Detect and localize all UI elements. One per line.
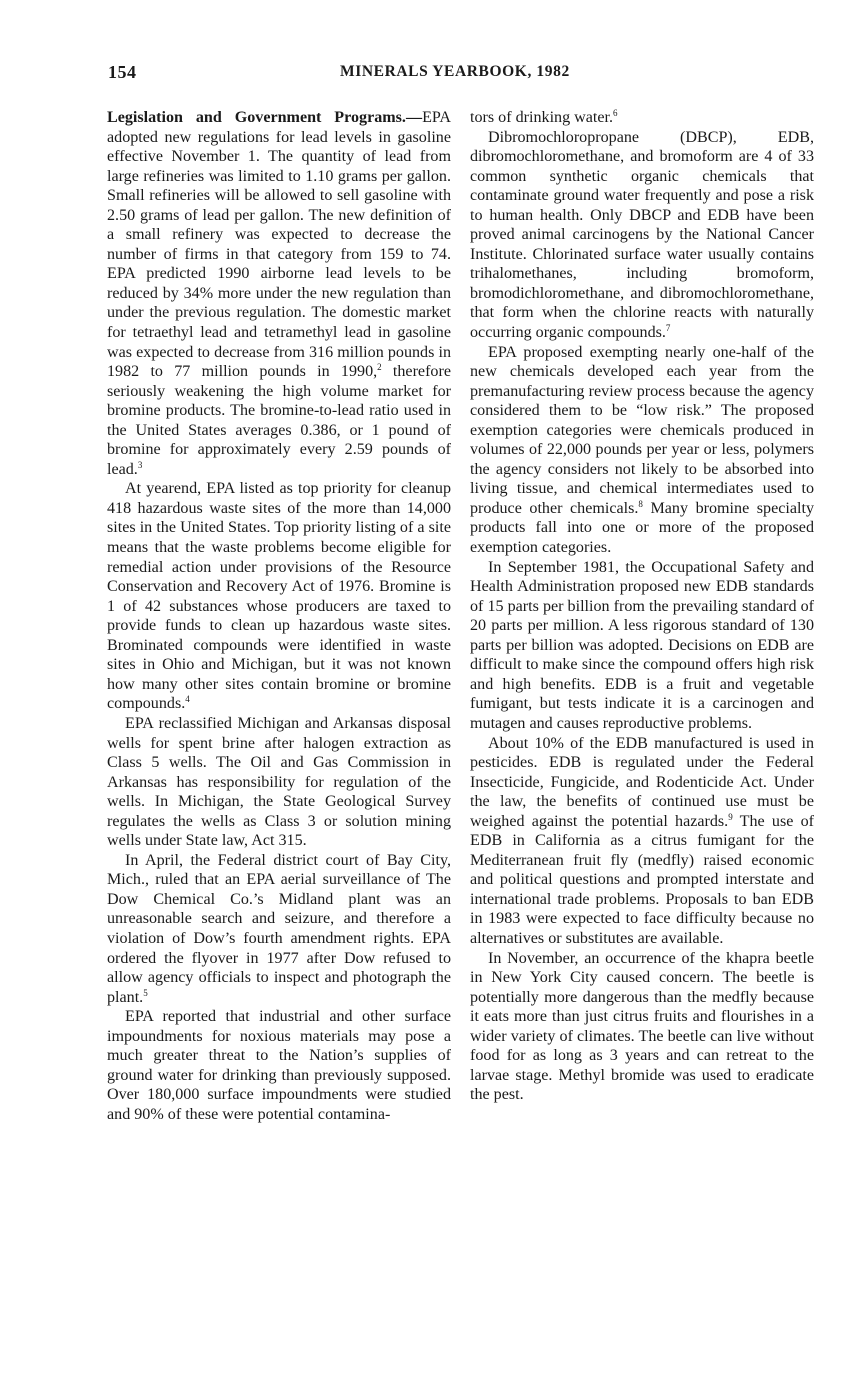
- paragraph-legislation: [107, 108, 451, 479]
- paragraph-text: tors of drinking water.: [470, 109, 614, 126]
- section-runin-heading: Legislation and Government Programs.—: [107, 109, 423, 126]
- footnote-ref: 8: [638, 498, 643, 509]
- footnote-ref: 5: [143, 987, 148, 998]
- left-column: [107, 108, 451, 1124]
- paragraph-text: EPA proposed exempting nearly one-half of the new chemicals developed each year from the premanufacturing review process because the agency considered them to be “low risk.” The proposed exemption categories were chemicals produced in volumes of 22,000 pounds per year or less, polymers the agency considers not likely to be absorbed into living tissue, and chemical intermediates used to produce other chemicals.: [470, 343, 814, 517]
- paragraph-text: EPA reclassified Michigan and Arkansas disposal wells for spent brine after halogen extraction as Class 5 wells. The Oil and Gas Commission in Arkansas has responsibility for regulation of the wells. In Michigan, the State Geological Survey regulates the wells as Class 3 or solution mining wells under State law, Act 315.: [107, 714, 451, 850]
- footnote-ref: 3: [137, 459, 143, 470]
- paragraph-dow: [107, 851, 451, 1007]
- paragraph-text: About 10% of the EDB manufactured is used in pesticides. EDB is regulated under the Federal Insecticide, Fungicide, and Rodenticide Act. Under the law, the benefits of continued use must be weighed against the potential hazards.: [470, 734, 814, 830]
- footnote-ref: 9: [728, 811, 733, 822]
- footnote-ref: 7: [665, 323, 671, 334]
- footnote-ref: 2: [377, 362, 382, 373]
- paragraph-text: The use of EDB in California as a citrus fumigant for the Mediterranean fruit fly (medfly) raised economic and political questions and prompted interstate and international trade problems. Proposals to ban EDB in 1983 were expected to face difficulty because no alternatives or substitutes are available.: [470, 812, 814, 947]
- footnote-ref: 4: [185, 694, 190, 705]
- paragraph-khapra: [470, 949, 814, 1105]
- right-column: [470, 108, 814, 1105]
- paragraph-text: Many bromine specialty products fall into one or more of the proposed exemption categories.: [470, 499, 814, 557]
- paragraph-dbcp: [470, 128, 814, 343]
- paragraph-exemption: [470, 343, 814, 558]
- footnote-ref: 6: [613, 108, 618, 118]
- paragraph-text: therefore seriously weakening the high volume market for bromine products. The bromine-to-lead ratio used in the United States averages 0.386, or 1 pound of bromine for approximately every 2.59 pounds of lead.: [107, 363, 451, 478]
- paragraph-text: Dibromochloropropane (DBCP), EDB, dibromochloromethane, and bromoform are 4 of 33 common synthetic organic chemicals that contaminate ground water frequently and pose a risk to human health. Only DBCP and EDB have been proved animal carcinogens by the National Cancer Institute. Chlorinated surface water usually contains trihalomethanes, including bromoform, bromodichloromethane, and dibromochloromethane, that form when the chlorine reacts with naturally occurring organic compounds.: [470, 128, 814, 342]
- paragraph-yearend: [107, 479, 451, 714]
- paragraph-continued: [470, 108, 814, 128]
- paragraph-pesticides: [470, 734, 814, 949]
- paragraph-text: In April, the Federal district court of Bay City, Mich., ruled that an EPA aerial surveillance of The Dow Chemical Co.’s Midland plant was an unreasonable search and seizure, and therefore a violation of Dow’s fourth amendment rights. EPA ordered the flyover in 1977 after Dow refused to allow agency officials to inspect and photograph the plant.: [107, 851, 451, 1006]
- paragraph-text: In November, an occurrence of the khapra beetle in New York City caused concern. The beetle is potentially more dangerous than the medfly because it eats more than just citrus fruits and flourishes in a wider variety of climates. The beetle can live without food for as long as 3 years and can retreat to the larvae stage. Methyl bromide was used to eradicate the pest.: [470, 949, 814, 1104]
- paragraph-text: EPA reported that industrial and other surface impoundments for noxious materials may pose a much greater threat to the Nation’s supplies of ground water for drinking than previously supposed. Over 180,000 surface impoundments were studied and 90% of these were potential contamina-: [107, 1008, 451, 1123]
- paragraph-impoundments: [107, 1007, 451, 1124]
- paragraph-text: In September 1981, the Occupational Safety and Health Administration proposed new EDB standards of 15 parts per billion from the prevailing standard of 20 parts per million. A less rigorous standard of 130 parts per billion was adopted. Decisions on EDB are difficult to make since the compound offers high risk and high benefits. EDB is a fruit and vegetable fumigant, but tests indicate it is a carcinogen and mutagen and causes reproductive problems.: [470, 558, 814, 732]
- paragraph-osha: [470, 558, 814, 734]
- page-header: [108, 62, 820, 88]
- paragraph-wells: [107, 714, 451, 851]
- running-title: MINERALS YEARBOOK, 1982: [340, 63, 570, 80]
- paragraph-text: EPA adopted new regulations for lead levels in gasoline effective November 1. The quantity of lead from large refineries was limited to 1.10 grams per gallon. Small refineries will be allowed to sell gasoline with 2.50 grams of lead per gallon. The new definition of a small refinery was expected to decrease the number of firms in that category from 159 to 74. EPA predicted 1990 airborne lead levels to be reduced by 34% more under the new regulation than under the previous regulation. The domestic market for tetraethyl lead and tetramethyl lead in gasoline was expected to decrease from 316 million pounds in 1982 to 77 million pounds in 1990,: [107, 109, 451, 381]
- page-number: 154: [108, 62, 137, 82]
- paragraph-text: At yearend, EPA listed as top priority for cleanup 418 hazardous waste sites of the more than 14,000 sites in the United States. Top priority listing of a site means that the waste problems become eligible for remedial action under provisions of the Resource Conservation and Recovery Act of 1976. Bromine is 1 of 42 substances whose producers are taxed to provide funds to clean up hazardous waste sites. Brominated compounds were identified in waste sites in Ohio and Michigan, but it was not known how many other sites contain bromine or bromine compounds.: [107, 480, 451, 713]
